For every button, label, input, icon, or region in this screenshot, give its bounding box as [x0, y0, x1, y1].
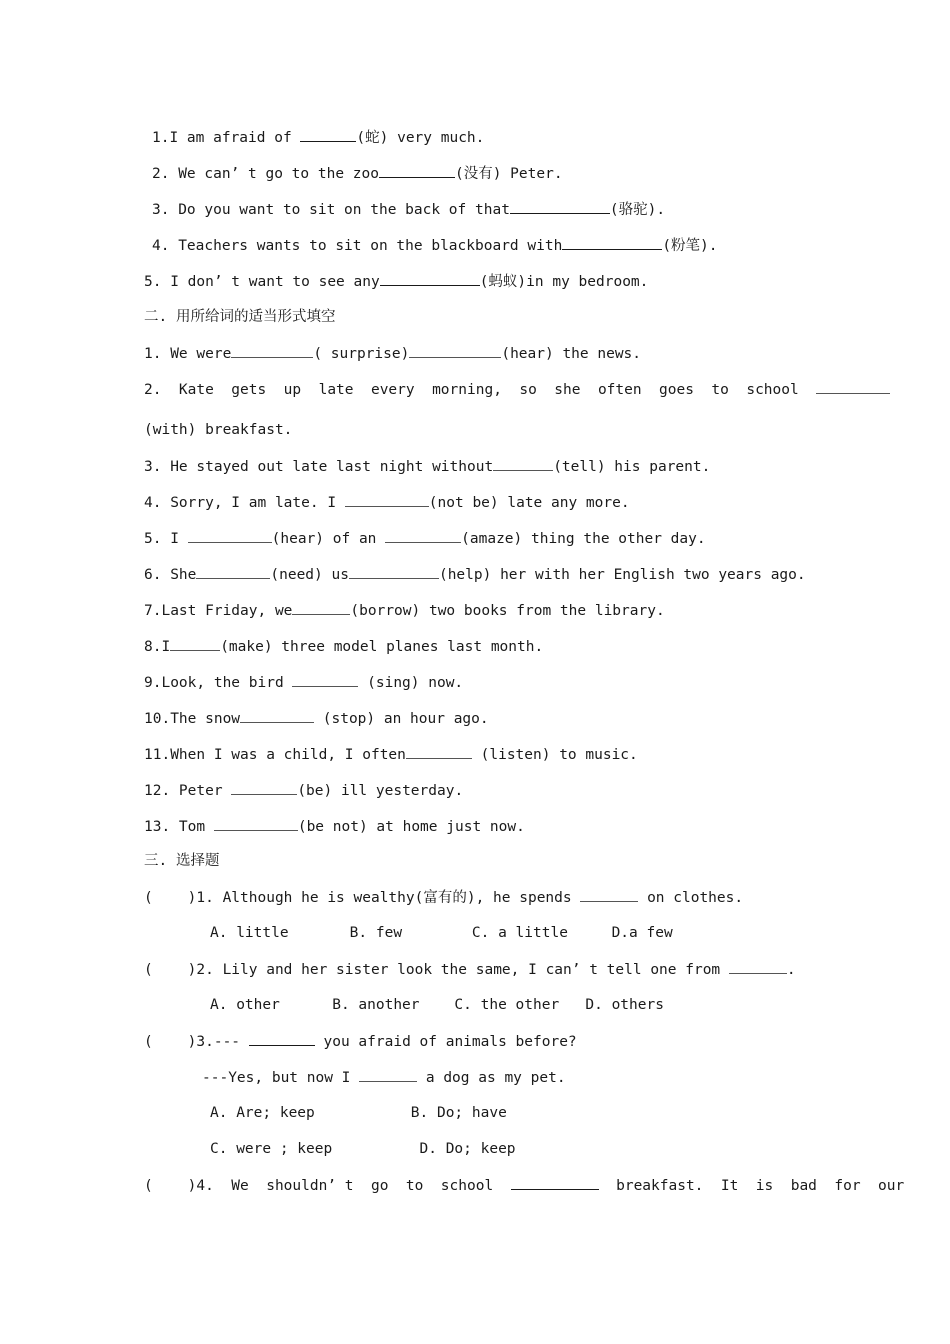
answer-blank[interactable]	[511, 1175, 599, 1190]
answer-blank[interactable]	[196, 564, 270, 579]
s2-question-7	[144, 600, 665, 621]
s1-question-1	[152, 127, 484, 148]
s2-q13-text: 13. Tom	[144, 819, 214, 835]
s2-question-4	[144, 492, 630, 513]
answer-blank[interactable]	[729, 959, 787, 974]
s3-question-1	[144, 887, 743, 908]
answer-blank[interactable]	[292, 600, 350, 615]
s2-q9-hint: (sing) now.	[358, 675, 464, 691]
s2-question-5	[144, 528, 706, 549]
s2-question-1	[144, 343, 641, 364]
s3-q3-options-2: C. were ; keep D. Do; keep	[210, 1141, 516, 1157]
answer-blank[interactable]	[292, 672, 358, 687]
s2-q4-text: 4. Sorry, I am late. I	[144, 495, 345, 511]
s3-q3-stem: ( )3.---	[144, 1034, 249, 1050]
s3-question-3	[144, 1031, 577, 1052]
answer-blank[interactable]	[249, 1031, 315, 1046]
answer-blank[interactable]	[349, 564, 439, 579]
s2-q10-hint: (stop) an hour ago.	[314, 711, 489, 727]
s1-q3-hint: (骆驼).	[609, 202, 666, 218]
s2-question-8	[144, 636, 543, 657]
s3-q3-tail: you afraid of animals before?	[314, 1034, 577, 1050]
s2-question-13	[144, 816, 525, 837]
s2-q7-text: 7.Last Friday, we	[144, 603, 293, 619]
answer-blank[interactable]	[816, 379, 890, 394]
s3-q1-tail: on clothes.	[638, 890, 744, 906]
s2-q6-hint: (need) us	[270, 567, 349, 583]
s2-q1-text: 1. We were	[144, 346, 232, 362]
s2-q6-text: 6. She	[144, 567, 197, 583]
s1-q1-text: 1.I am afraid of	[152, 130, 301, 146]
s2-question-6	[144, 564, 806, 585]
s2-q8-text: 8.I	[144, 639, 171, 655]
s2-q12-text: 12. Peter	[144, 783, 232, 799]
s1-q5-hint: (蚂蚁)in my bedroom.	[479, 274, 649, 290]
s1-q4-text: 4. Teachers wants to sit on the blackboard with	[152, 238, 563, 254]
s1-question-3	[152, 199, 665, 220]
s1-q4-hint: (粉笔).	[662, 238, 718, 254]
s1-q2-hint: (没有) Peter.	[454, 166, 563, 182]
answer-blank[interactable]	[231, 780, 297, 795]
answer-blank[interactable]	[385, 528, 461, 543]
s3-q3-reply-text: ---Yes, but now I	[202, 1070, 360, 1086]
s2-q3-text: 3. He stayed out late last night without	[144, 459, 494, 475]
s3-question-2	[144, 959, 796, 980]
s1-q2-text: 2. We can’ t go to the zoo	[152, 166, 379, 182]
s3-q1-stem: ( )1. Although he is wealthy(富有的), he spends	[144, 890, 581, 906]
section-2-title: 二. 用所给词的适当形式填空	[144, 309, 336, 325]
answer-blank[interactable]	[240, 708, 314, 723]
s2-q5-tail: (amaze) thing the other day.	[461, 531, 706, 547]
section-3-title: 三. 选择题	[144, 853, 220, 869]
s2-q10-text: 10.The snow	[144, 711, 241, 727]
answer-blank[interactable]	[231, 343, 313, 358]
s1-q3-text: 3. Do you want to sit on the back of that	[152, 202, 510, 218]
s3-q2-tail: .	[786, 962, 796, 978]
s3-q3-reply-tail: a dog as my pet.	[417, 1070, 566, 1086]
answer-blank[interactable]	[380, 271, 480, 286]
s2-question-11	[144, 744, 638, 765]
answer-blank[interactable]	[493, 456, 553, 471]
answer-blank[interactable]	[379, 163, 455, 178]
s1-question-2	[152, 163, 563, 184]
s2-question-9	[144, 672, 463, 693]
s2-q4-hint: (not be) late any more.	[428, 495, 630, 511]
answer-blank[interactable]	[409, 343, 501, 358]
s2-question-2-continued: (with) breakfast.	[144, 422, 293, 438]
s3-question-4	[144, 1175, 904, 1196]
answer-blank[interactable]	[580, 887, 638, 902]
s2-q13-hint: (be not) at home just now.	[297, 819, 525, 835]
s2-q12-hint: (be) ill yesterday.	[297, 783, 464, 799]
answer-blank[interactable]	[345, 492, 429, 507]
s2-question-12	[144, 780, 463, 801]
answer-blank[interactable]	[406, 744, 472, 759]
s3-q3-options-1: A. Are; keep B. Do; have	[210, 1105, 507, 1121]
answer-blank[interactable]	[562, 235, 662, 250]
s2-q7-hint: (borrow) two books from the library.	[350, 603, 665, 619]
answer-blank[interactable]	[170, 636, 220, 651]
s3-q3-reply	[202, 1067, 566, 1088]
s3-q1-options: A. little B. few C. a little D.a few	[210, 925, 673, 941]
s2-q2-text: 2. Kate gets up late every morning, so she often goes to school	[144, 382, 817, 398]
answer-blank[interactable]	[214, 816, 298, 831]
s3-q2-options: A. other B. another C. the other D. others	[210, 997, 664, 1013]
answer-blank[interactable]	[300, 127, 356, 142]
s2-q9-text: 9.Look, the bird	[144, 675, 293, 691]
s3-q4-stem: ( )4. We shouldn’ t go to school	[144, 1178, 511, 1194]
answer-blank[interactable]	[510, 199, 610, 214]
s2-question-10	[144, 708, 489, 729]
s3-q2-stem: ( )2. Lily and her sister look the same, I can’ t tell one from	[144, 962, 729, 978]
s2-q1-hint: ( surprise)	[313, 346, 410, 362]
s2-q5-text: 5. I	[144, 531, 188, 547]
s2-q8-hint: (make) three model planes last month.	[220, 639, 544, 655]
s2-question-2	[144, 379, 890, 400]
s2-q11-text: 11.When I was a child, I often	[144, 747, 406, 763]
answer-blank[interactable]	[188, 528, 272, 543]
s2-q1-tail: (hear) the news.	[501, 346, 642, 362]
s1-question-4	[152, 235, 718, 256]
answer-blank[interactable]	[359, 1067, 417, 1082]
s1-question-5	[144, 271, 648, 292]
s1-q1-hint: (蛇) very much.	[356, 130, 485, 146]
s2-q5-hint: (hear) of an	[271, 531, 386, 547]
s2-question-3	[144, 456, 710, 477]
s2-q6-tail: (help) her with her English two years ago.	[438, 567, 806, 583]
s2-q3-hint: (tell) his parent.	[553, 459, 711, 475]
s1-q5-text: 5. I don’ t want to see any	[144, 274, 380, 290]
s3-q4-tail: breakfast. It is bad for our	[598, 1178, 905, 1194]
s2-q11-hint: (listen) to music.	[471, 747, 638, 763]
